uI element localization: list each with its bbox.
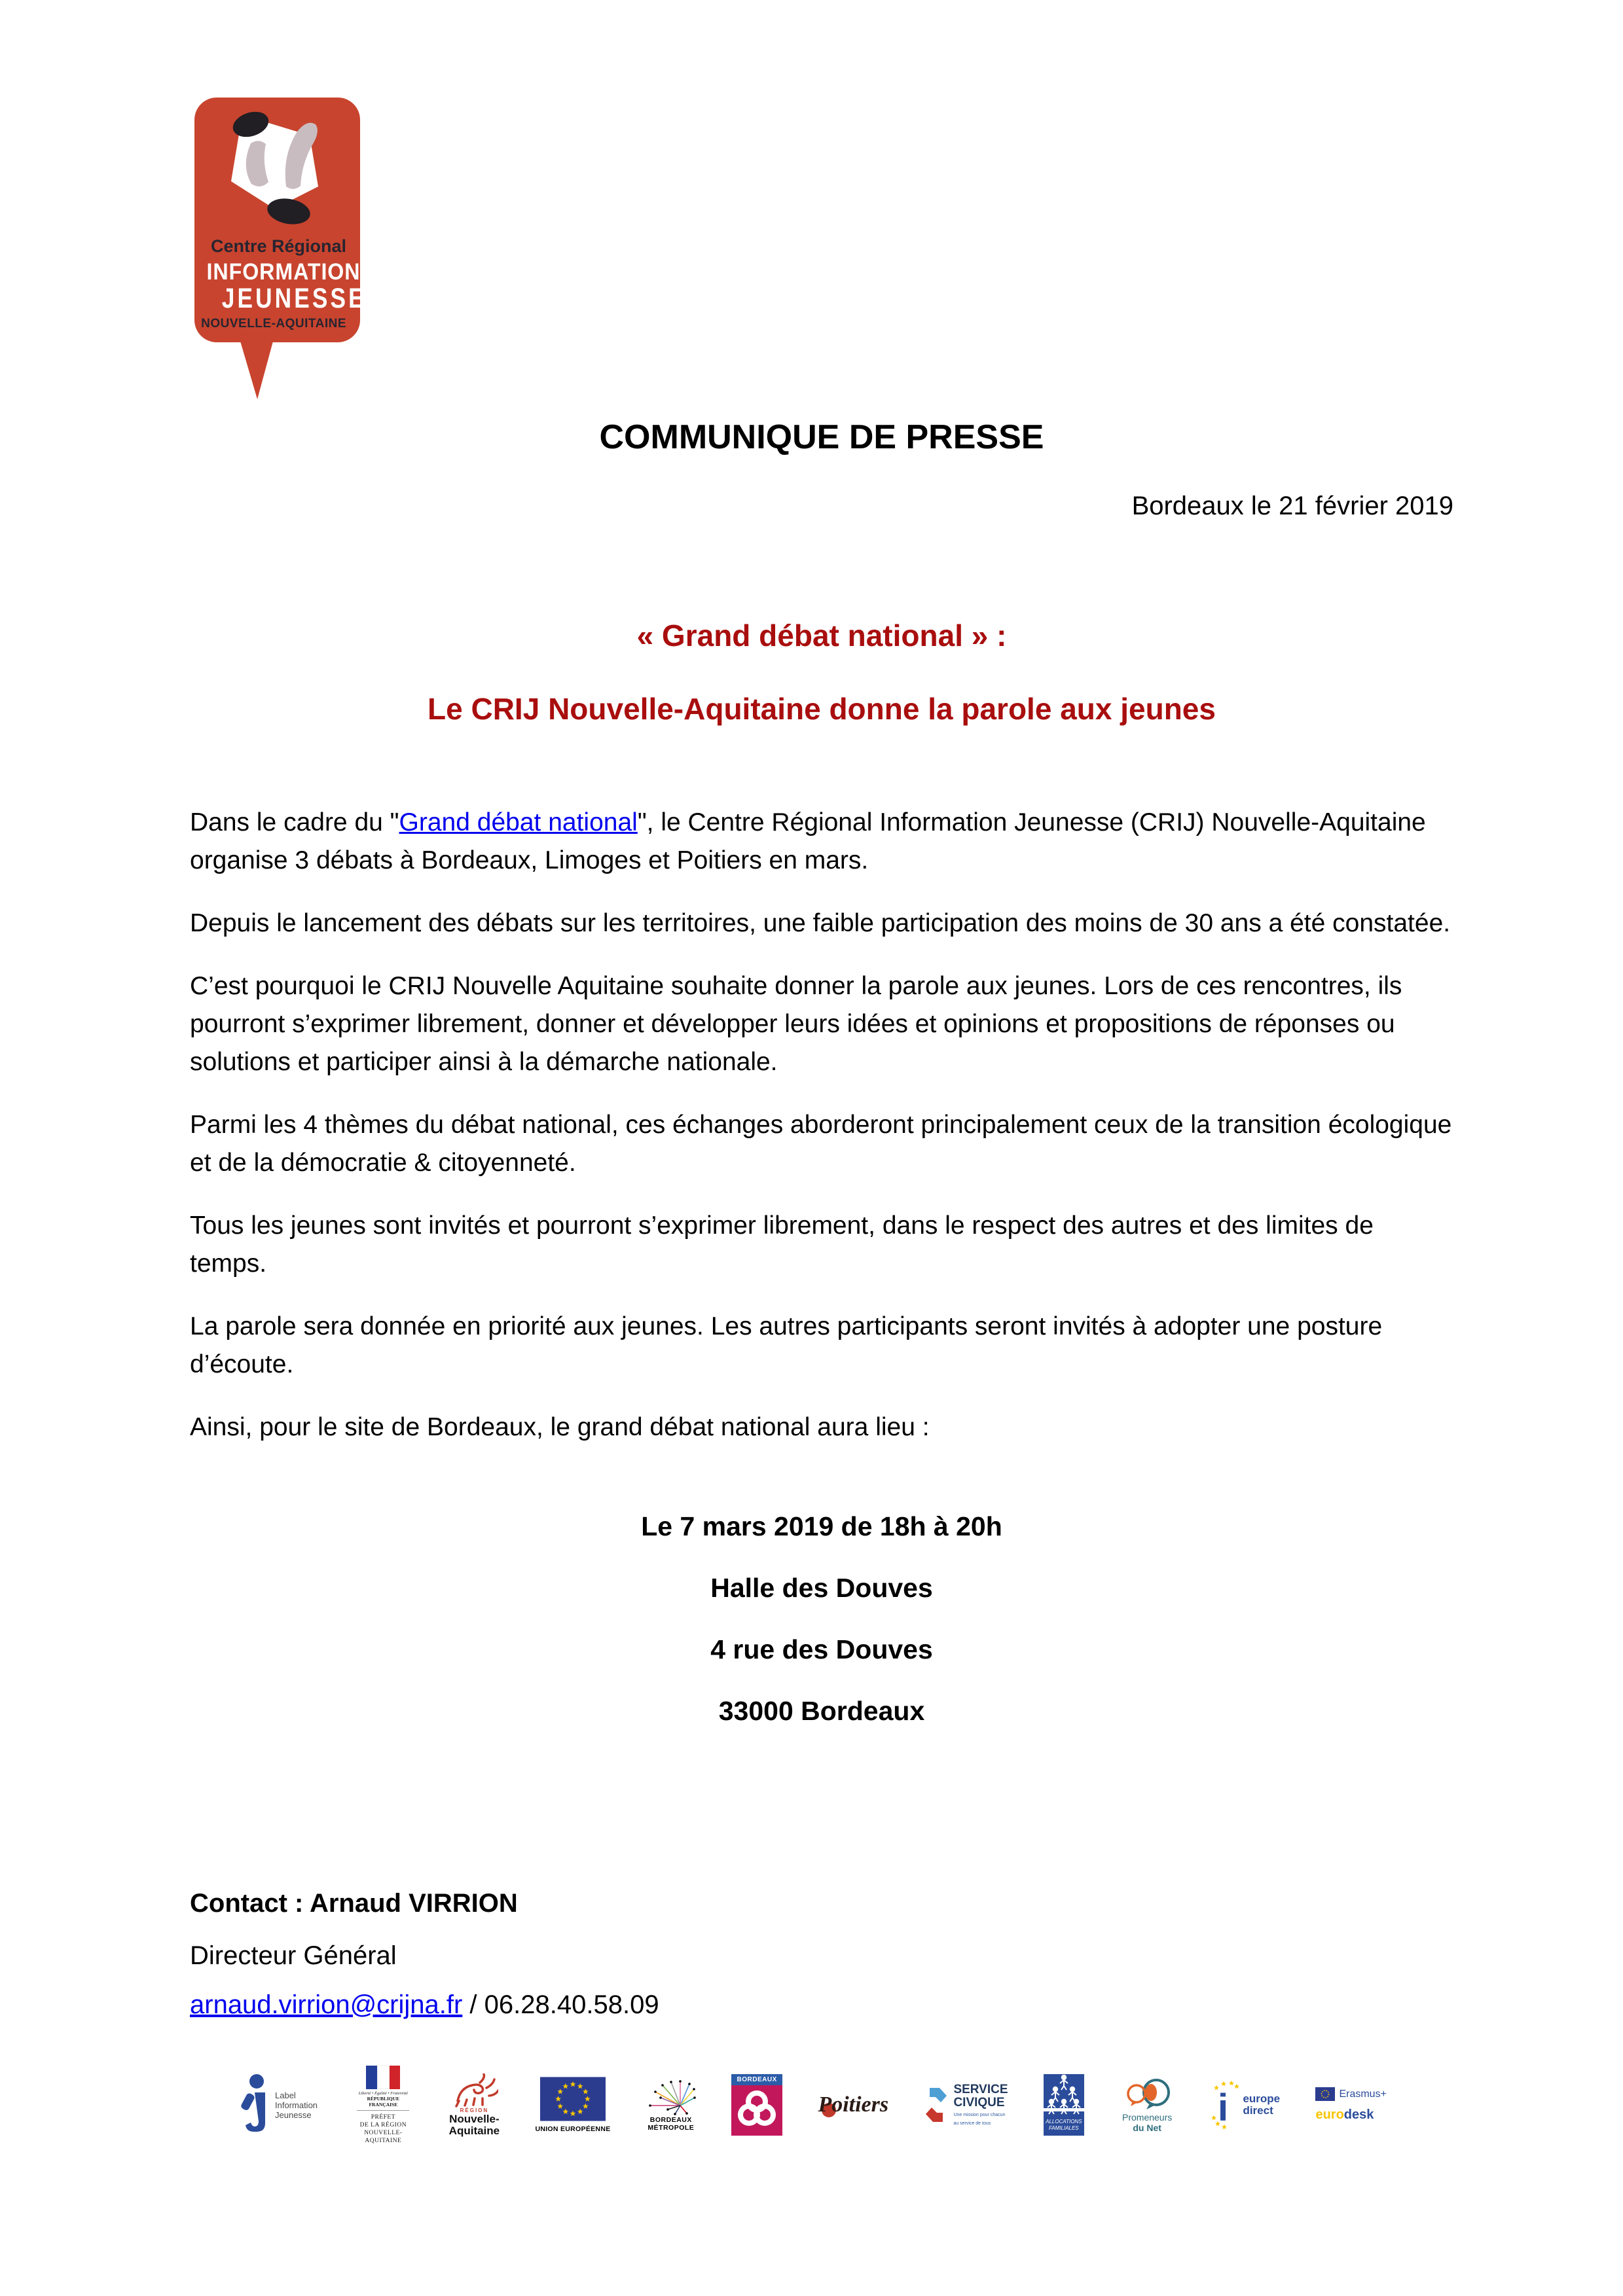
prefet-line-2: DE LA RÉGION [359, 2121, 407, 2128]
promeneurs-line-2: du Net [1133, 2123, 1161, 2133]
region-nouvelle-aquitaine-logo [449, 2073, 500, 2137]
event-city: 33000 Bordeaux [718, 1696, 925, 1726]
ij-label-3: Jeunesse [275, 2109, 312, 2120]
promeneurs-line-1: Promeneurs [1122, 2112, 1173, 2123]
paragraph-3: C’est pourquoi le CRIJ Nouvelle Aquitaine souhaite donner la parole aux jeunes. Lors de ces rencontres, ils pourront s’exprimer librement, donner et développer leurs idées et opinions et propositions de réponses ou solutions et participer ainsi à la démarche nationale. [190, 972, 1402, 1076]
logo-text-nouvelle-aquitaine: NOUVELLE-AQUITAINE [201, 317, 346, 331]
europe-direct-line-2: direct [1243, 2104, 1273, 2117]
svg-text:i: i [1218, 2087, 1229, 2129]
crij-logo [194, 98, 367, 342]
poitiers-label: Poitiers [818, 2092, 889, 2117]
bordeaux-city-logo [731, 2074, 782, 2136]
service-civique-logo [924, 2083, 1008, 2126]
paragraph-5: Tous les jeunes sont invités et pourront s’exprimer librement, dans le respect des autres et des limites de temps. [190, 1211, 1374, 1278]
french-flag-icon [366, 2066, 400, 2089]
paragraph-1 [190, 804, 1453, 880]
paragraph-4: Parmi les 4 thèmes du débat national, ces échanges aborderont principalement ceux de la transition écologique et de la démocratie & citoyenneté. [190, 1111, 1452, 1177]
promeneurs-bubbles-icon [1120, 2077, 1175, 2112]
poitiers-logo [818, 2092, 888, 2117]
europe-direct-i-icon [1210, 2080, 1239, 2130]
metropole-line-2: MÉTROPOLE [647, 2124, 695, 2132]
paragraph-1-after: ", le Centre Régional Information Jeunesse (CRIJ) Nouvelle-Aquitaine organise 3 débats à Bordeaux, Limoges et Poitiers en mars. [190, 808, 1426, 874]
ij-label-1: Label [275, 2090, 296, 2100]
erasmus-flag-icon [1315, 2087, 1335, 2101]
region-lion-icon [450, 2073, 498, 2108]
logo-text-centre-regional: Centre Régional [210, 236, 346, 256]
region-line-2: Aquitaine [448, 2124, 500, 2137]
eurodesk-euro: euro [1315, 2108, 1344, 2122]
contact-block [190, 1888, 1453, 2020]
metropole-starburst-icon [646, 2078, 696, 2116]
paragraph-2: Depuis le lancement des débats sur les territoires, une faible participation des moins de 30 ans a été constatée. [190, 909, 1451, 937]
europe-direct-line-1: europe [1243, 2092, 1281, 2105]
contact-line [190, 1990, 1453, 2020]
contact-email-link[interactable]: arnaud.virrion@crijna.fr [190, 1990, 463, 2019]
page-title: COMMUNIQUE DE PRESSE [599, 418, 1044, 456]
ij-figure-icon [241, 2073, 270, 2136]
bordeaux-city-label: BORDEAUX [731, 2074, 782, 2085]
paragraph-6: La parole sera donnée en priorité aux jeunes. Les autres participants seront invités à adopter une posture d’écoute. [190, 1312, 1383, 1378]
event-venue: Halle des Douves [710, 1573, 933, 1603]
label-information-jeunesse-logo [241, 2073, 318, 2136]
region-line-1: Nouvelle- [449, 2112, 500, 2125]
prefet-line-3: NOUVELLE- [364, 2129, 403, 2136]
service-civique-tagline-2: au service de tous [953, 2121, 991, 2126]
paragraph-1-before: Dans le cadre du " [190, 808, 399, 836]
contact-name: Contact : Arnaud VIRRION [190, 1889, 518, 1918]
contact-separator: / [462, 1990, 484, 2019]
service-civique-tagline-1: Une mission pour chacun [953, 2113, 1006, 2117]
logo-speech-bubble-tail [240, 339, 274, 399]
erasmus-label: Erasmus+ [1339, 2088, 1387, 2100]
crij-abstract-figure-icon [210, 108, 344, 236]
caf-line-1: ALLOCATIONS [1046, 2119, 1082, 2125]
caf-band [1044, 2108, 1084, 2111]
body-text [190, 804, 1453, 1471]
partner-logos-strip [241, 2067, 1387, 2143]
allocations-familiales-logo [1044, 2074, 1084, 2136]
dateline: Bordeaux le 21 février 2019 [1131, 492, 1453, 520]
prefet-republique: RÉPUBLIQUE FRANÇAISE [367, 2095, 400, 2108]
metropole-line-1: BORDEAUX [649, 2116, 692, 2124]
union-europeenne-logo [535, 2077, 610, 2133]
service-civique-line-2: CIVIQUE [953, 2096, 1005, 2109]
prefet-line-1: PRÉFET [371, 2113, 396, 2121]
paragraph-7: Ainsi, pour le site de Bordeaux, le grand débat national aura lieu : [190, 1413, 930, 1441]
prefet-motto: Liberté • Égalité • Fraternité [358, 2090, 409, 2096]
logo-text-jeunesse: JEUNESSE [221, 283, 367, 314]
contact-phone: 06.28.40.58.09 [484, 1990, 659, 2019]
eu-flag-icon [540, 2077, 606, 2121]
service-civique-line-1: SERVICE [953, 2083, 1008, 2096]
erasmus-eurodesk-logo [1315, 2087, 1386, 2123]
contact-role: Directeur Général [190, 1941, 397, 1970]
heading-grand-debat: « Grand débat national » : [636, 619, 1007, 653]
ij-label-2: Information [275, 2100, 318, 2110]
region-small-label: RÉGION [460, 2107, 489, 2113]
event-date-time: Le 7 mars 2019 de 18h à 20h [641, 1511, 1002, 1541]
eurodesk-label [1315, 2108, 1374, 2123]
bordeaux-crescents-icon [738, 2089, 776, 2130]
service-civique-icon [924, 2086, 949, 2124]
prefet-divider [357, 2110, 409, 2111]
logo-text-information: INFORMATION [206, 259, 361, 285]
eurodesk-desk: desk [1343, 2108, 1374, 2122]
grand-debat-link[interactable]: Grand débat national [399, 808, 638, 836]
caf-line-2: FAMILIALES [1049, 2125, 1079, 2131]
eu-label: UNION EUROPÉENNE [535, 2125, 611, 2133]
event-street: 4 rue des Douves [710, 1634, 933, 1664]
bordeaux-metropole-logo [646, 2078, 696, 2132]
promeneurs-du-net-logo [1120, 2077, 1175, 2133]
heading-crij-parole: Le CRIJ Nouvelle-Aquitaine donne la parole aux jeunes [428, 692, 1216, 726]
prefet-region-logo [353, 2066, 413, 2145]
prefet-line-4: AQUITAINE [365, 2137, 402, 2144]
europe-direct-logo [1210, 2080, 1280, 2130]
event-details [190, 1511, 1453, 1757]
